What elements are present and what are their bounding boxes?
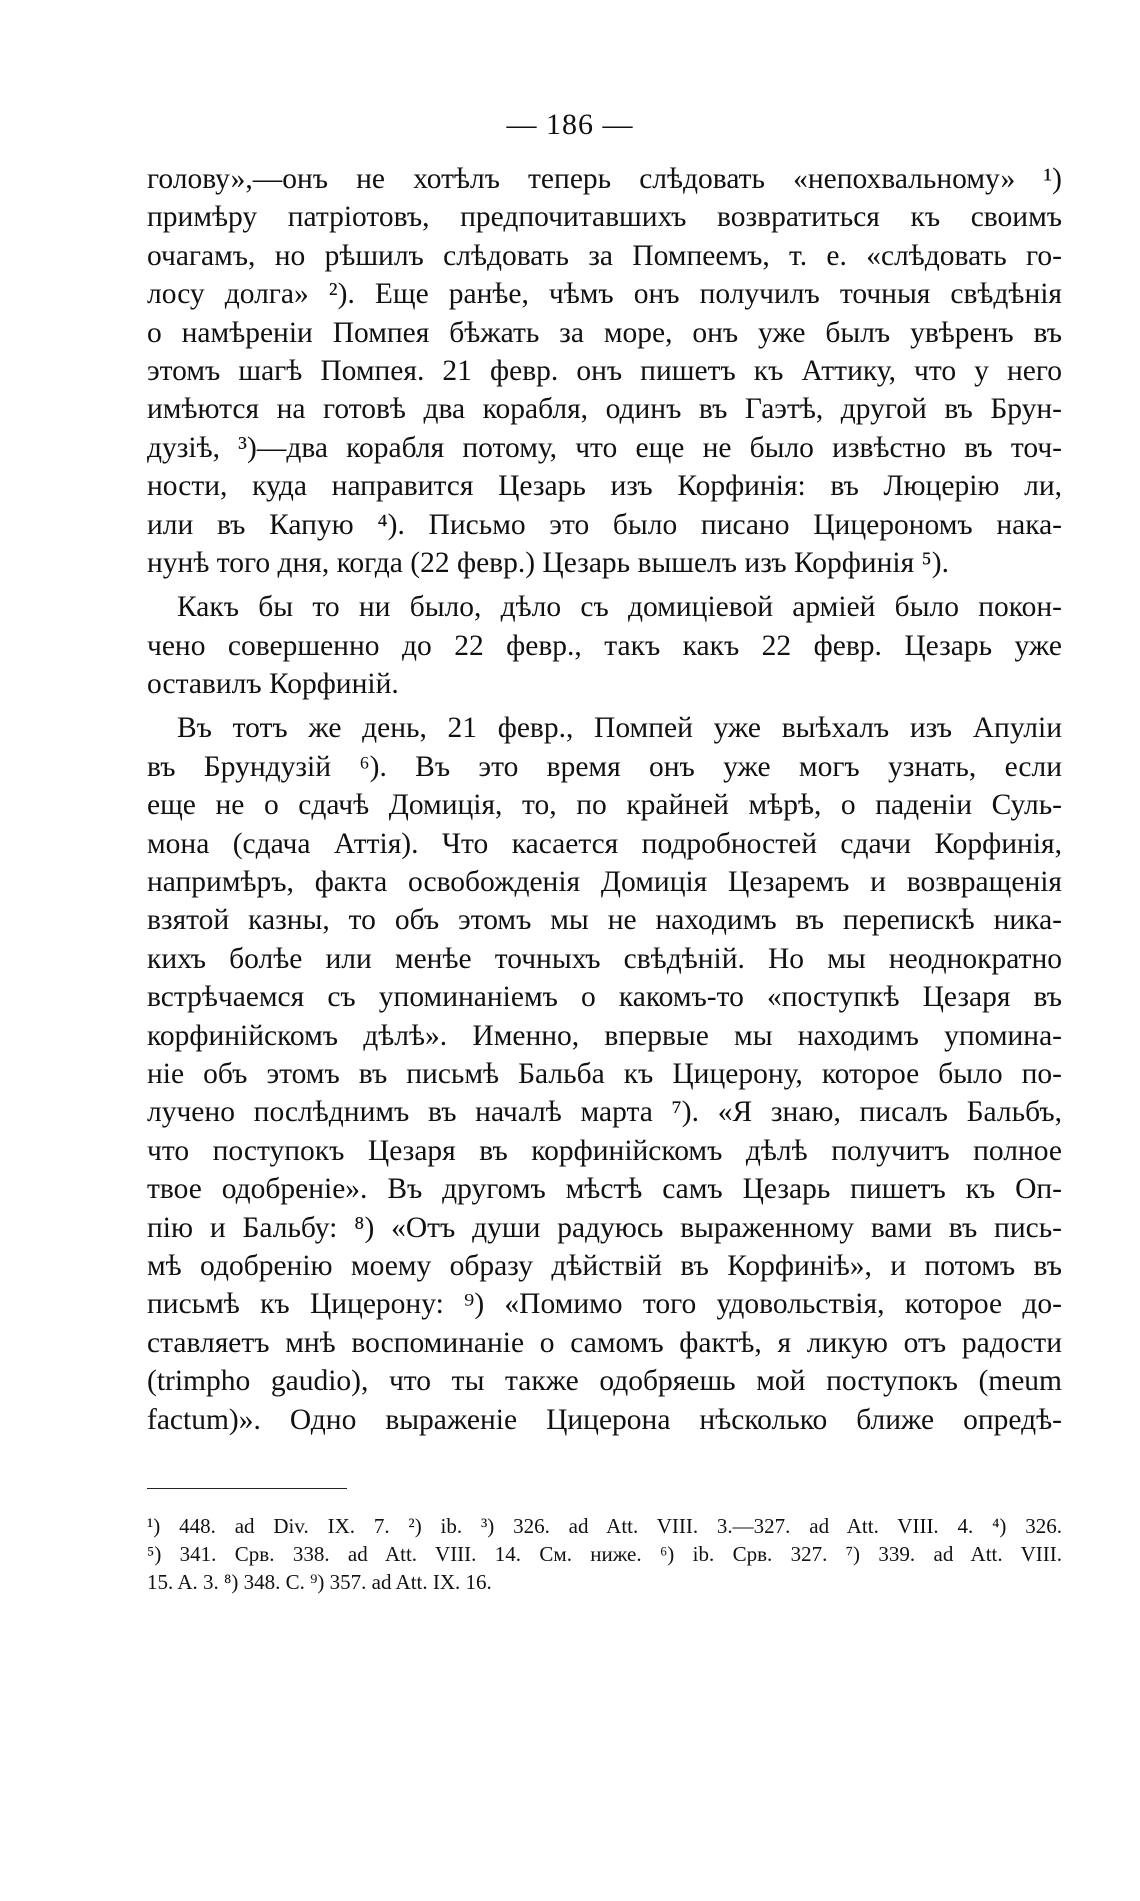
text-line: встрѣчаемся съ упоминаніемъ о какомъ-то «поступкѣ Цезаря въ (147, 981, 1062, 1014)
main-text (147, 160, 1062, 1439)
text-line: письмѣ къ Цицерону: ⁹) «Помимо того удовольствія, которое до- (147, 1288, 1062, 1321)
text-line: имѣются на готовѣ два корабля, одинъ въ Гаэтѣ, другой въ Брун- (147, 393, 1062, 426)
text-line: оставилъ Корфиній. (147, 668, 399, 701)
text-line: (trimpho gaudio), что ты также одобряешь мой поступокъ (meum (147, 1365, 1062, 1398)
text-line: лосу долга» ²). Еще ранѣе, чѣмъ онъ получилъ точныя свѣдѣнія (147, 278, 1062, 311)
text-line: нунѣ того дня, когда (22 февр.) Цезарь вышелъ изъ Корфинія ⁵). (147, 546, 950, 579)
text-line: что поступокъ Цезаря въ корфинійскомъ дѣлѣ получитъ полное (147, 1134, 1062, 1167)
text-line: въ Брундузій ⁶). Въ это время онъ уже могъ узнать, если (147, 750, 1062, 783)
footnote-line: 15. A. 3. ⁸) 348. C. ⁹) 357. ad Att. IX. 16. (147, 1570, 492, 1594)
text-line: очагамъ, но рѣшилъ слѣдовать за Помпеемъ, т. е. «слѣдовать го- (147, 239, 1062, 272)
footnote-separator (147, 1488, 347, 1489)
text-line: Въ тотъ же день, 21 февр., Помпей уже выѣхалъ изъ Апуліи (177, 712, 1062, 745)
text-line: напримѣръ, факта освобожденія Домиція Цезаремъ и возвращенія (147, 866, 1062, 899)
text-line: взятой казны, то объ этомъ мы не находимъ въ перепискѣ ника- (147, 904, 1062, 937)
footnote-line: ⁵) 341. Срв. 338. ad Att. VIII. 14. См. ниже. ⁶) ib. Срв. 327. ⁷) 339. ad Att. VIII. (147, 1542, 1062, 1566)
text-line: чено совершенно до 22 февр., такъ какъ 22 февр. Цезарь уже (147, 629, 1062, 662)
text-line: мѣ одобренію моему образу дѣйствій въ Корфиніѣ», и потомъ въ (147, 1249, 1062, 1282)
text-line: этомъ шагѣ Помпея. 21 февр. онъ пишетъ къ Аттику, что у него (147, 354, 1062, 387)
text-line: примѣру патріотовъ, предпочитавшихъ возвратиться къ своимъ (147, 201, 1062, 234)
text-line: ности, куда направится Цезарь изъ Корфинія: въ Люцерію ли, (147, 470, 1062, 503)
footnote-line: ¹) 448. ad Div. IX. 7. ²) ib. ³) 326. ad Att. VIII. 3.—327. ad Att. VIII. 4. ⁴) 326. (147, 1514, 1062, 1538)
text-line: дузіѣ, ³)—два корабля потому, что еще не было извѣстно въ точ- (147, 431, 1062, 464)
text-line: еще не о сдачѣ Домиція, то, по крайней мѣрѣ, о паденіи Суль- (147, 789, 1062, 822)
text-line: ставляетъ мнѣ воспоминаніе о самомъ фактѣ, я ликую отъ радости (147, 1326, 1062, 1359)
text-line: голову»,—онъ не хотѣлъ теперь слѣдовать «непохвальному» ¹) (147, 163, 1062, 195)
text-line: пію и Бальбу: ⁸) «Отъ души радуюсь выраженному вами въ пись- (147, 1211, 1062, 1244)
text-line: Какъ бы то ни было, дѣло съ домиціевой арміей было покон- (177, 591, 1062, 624)
text-line: лучено послѣднимъ въ началѣ марта ⁷). «Я знаю, писалъ Бальбъ, (147, 1096, 1062, 1129)
text-line: кихъ болѣе или менѣе точныхъ свѣдѣній. Но мы неоднократно (147, 942, 1062, 975)
page-number: — 186 — (506, 108, 634, 141)
text-line: твое одобреніе». Въ другомъ мѣстѣ самъ Цезарь пишетъ къ Оп- (147, 1173, 1062, 1206)
text-line: factum)». Одно выраженіе Цицерона нѣсколько ближе опредѣ- (147, 1403, 1062, 1436)
text-line: о намѣреніи Помпея бѣжать за море, онъ уже былъ увѣренъ въ (147, 316, 1062, 349)
text-line: мона (сдача Аттія). Что касается подробностей сдачи Корфинія, (147, 827, 1062, 860)
footnotes (147, 1512, 1062, 1596)
text-line: ніе объ этомъ въ письмѣ Бальба къ Цицерону, которое было по- (147, 1057, 1062, 1090)
text-line: корфинійскомъ дѣлѣ». Именно, впервые мы находимъ упомина- (147, 1019, 1062, 1052)
text-line: или въ Капую ⁴). Письмо это было писано Цицерономъ нака- (147, 508, 1062, 541)
